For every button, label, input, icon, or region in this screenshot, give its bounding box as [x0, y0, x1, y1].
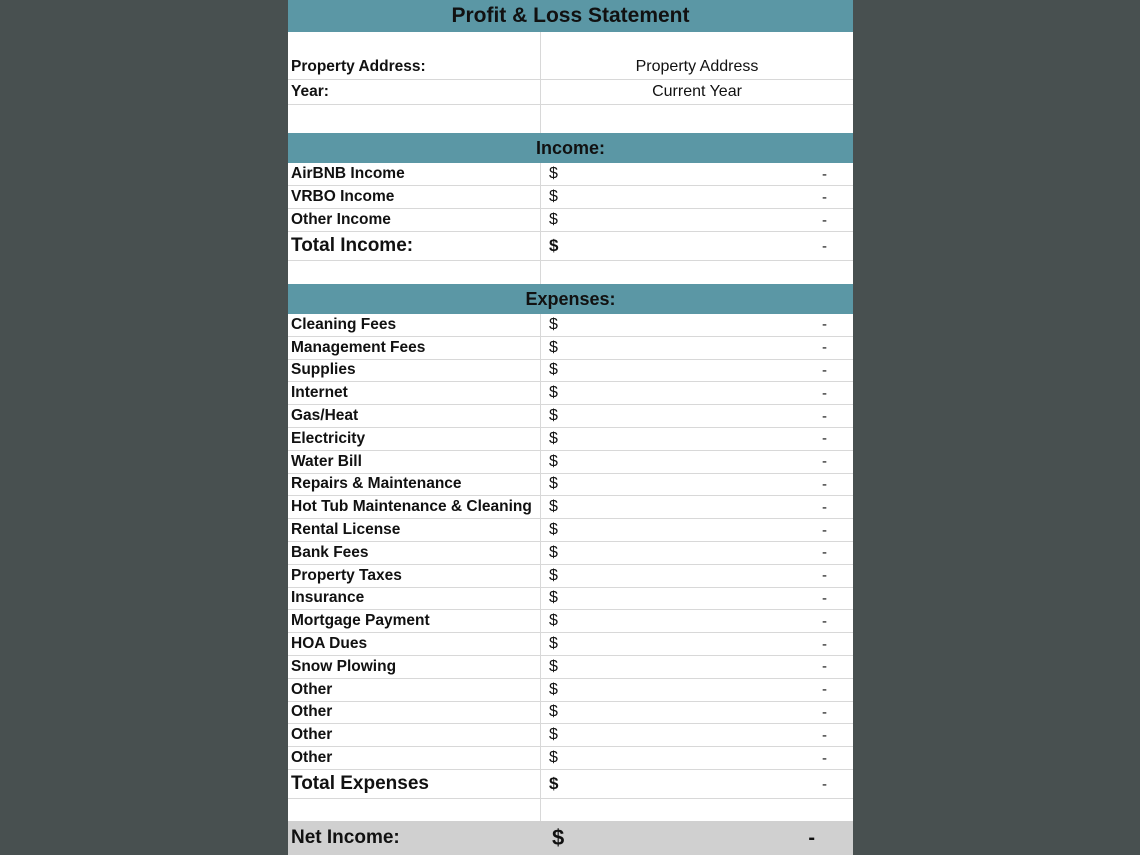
- expense-row: [288, 588, 853, 611]
- currency-symbol: $: [549, 657, 558, 675]
- expense-row-label: Mortgage Payment: [291, 612, 430, 630]
- year-value[interactable]: Current Year: [652, 83, 742, 100]
- currency-symbol: $: [549, 188, 558, 205]
- expense-row-amount[interactable]: -: [822, 726, 827, 744]
- expense-row: [288, 496, 853, 519]
- expense-row-amount[interactable]: -: [822, 681, 827, 699]
- expense-row: [288, 382, 853, 405]
- expense-row: [288, 610, 853, 633]
- address-row: [288, 55, 853, 80]
- total-income-row-amount[interactable]: -: [822, 237, 827, 255]
- income-row-amount[interactable]: -: [822, 188, 827, 206]
- currency-symbol: $: [549, 635, 558, 653]
- expense-row: [288, 405, 853, 428]
- total-income-row: [288, 232, 853, 261]
- net-income-label: Net Income:: [291, 827, 400, 848]
- expense-row-label: Supplies: [291, 361, 356, 379]
- income-row: [288, 186, 853, 209]
- address-value[interactable]: Property Address: [635, 58, 759, 75]
- pl-statement-sheet: [288, 0, 853, 855]
- expense-row-amount[interactable]: -: [822, 589, 827, 607]
- income-row-label: AirBNB Income: [291, 165, 405, 182]
- income-heading: Income:: [288, 133, 853, 163]
- expense-row-label: Hot Tub Maintenance & Cleaning: [291, 498, 532, 516]
- expense-row-label: Property Taxes: [291, 566, 402, 584]
- expense-row-label: Water Bill: [291, 452, 362, 470]
- currency-symbol: $: [549, 407, 558, 425]
- expense-row-label: Gas/Heat: [291, 407, 359, 425]
- expense-row-label: Internet: [291, 384, 348, 402]
- expense-row: [288, 747, 853, 770]
- net-income-row: [288, 821, 853, 855]
- currency-symbol: $: [549, 680, 558, 698]
- income-row-amount[interactable]: -: [822, 165, 827, 183]
- expense-row-label: Other: [291, 680, 333, 698]
- income-row-label: Other Income: [291, 211, 391, 228]
- expense-row: [288, 474, 853, 497]
- currency-symbol: $: [549, 589, 558, 607]
- currency-symbol: $: [549, 774, 559, 793]
- expense-row-amount[interactable]: -: [822, 339, 827, 357]
- expense-row: [288, 451, 853, 474]
- spacer-row: [288, 32, 853, 55]
- currency-symbol: $: [549, 452, 558, 470]
- expense-row-amount[interactable]: -: [822, 749, 827, 767]
- currency-symbol: $: [549, 498, 558, 516]
- currency-symbol: $: [549, 749, 558, 767]
- currency-symbol: $: [552, 825, 565, 850]
- expense-row: [288, 565, 853, 588]
- currency-symbol: $: [549, 361, 558, 379]
- expense-row-label: Other: [291, 703, 333, 721]
- expense-row-amount[interactable]: -: [822, 544, 827, 562]
- currency-symbol: $: [549, 236, 559, 255]
- expense-row: [288, 633, 853, 656]
- expense-row-amount[interactable]: -: [822, 407, 827, 425]
- expense-row-label: HOA Dues: [291, 635, 368, 653]
- income-row-label: VRBO Income: [291, 188, 395, 205]
- address-label: Property Address:: [291, 58, 426, 75]
- expense-row-amount[interactable]: -: [822, 361, 827, 379]
- currency-symbol: $: [549, 211, 558, 228]
- expense-row: [288, 542, 853, 565]
- income-row: [288, 209, 853, 232]
- total-expenses-row: [288, 770, 853, 799]
- expense-row-amount[interactable]: -: [822, 658, 827, 676]
- currency-symbol: $: [549, 165, 558, 182]
- expense-row-label: Management Fees: [291, 338, 426, 356]
- expense-row-amount[interactable]: -: [822, 703, 827, 721]
- expense-row-label: Snow Plowing: [291, 657, 397, 675]
- column-divider: [540, 314, 541, 821]
- expense-row-label: Repairs & Maintenance: [291, 475, 462, 493]
- currency-symbol: $: [549, 703, 558, 721]
- net-income-value[interactable]: -: [808, 826, 815, 849]
- income-row-amount[interactable]: -: [822, 211, 827, 229]
- expense-row-amount[interactable]: -: [822, 475, 827, 493]
- expense-row: [288, 428, 853, 451]
- expense-row-label: Electricity: [291, 429, 366, 447]
- income-row: [288, 163, 853, 186]
- currency-symbol: $: [549, 566, 558, 584]
- currency-symbol: $: [549, 521, 558, 539]
- expense-row-label: Other: [291, 726, 333, 744]
- expense-row: [288, 360, 853, 383]
- expense-row-amount[interactable]: -: [822, 612, 827, 630]
- currency-symbol: $: [549, 543, 558, 561]
- sheet-title: Profit & Loss Statement: [288, 0, 853, 32]
- expense-row-amount[interactable]: -: [822, 567, 827, 585]
- expense-row-label: Bank Fees: [291, 543, 369, 561]
- expense-row: [288, 314, 853, 337]
- expense-row-amount[interactable]: -: [822, 635, 827, 653]
- currency-symbol: $: [549, 384, 558, 402]
- expense-row-label: Insurance: [291, 589, 365, 607]
- currency-symbol: $: [549, 612, 558, 630]
- expense-row-label: Other: [291, 749, 333, 767]
- currency-symbol: $: [549, 429, 558, 447]
- expense-row-amount[interactable]: -: [822, 316, 827, 334]
- expense-row-label: Cleaning Fees: [291, 315, 397, 333]
- currency-symbol: $: [549, 475, 558, 493]
- expense-row-amount[interactable]: -: [822, 498, 827, 516]
- expense-row: [288, 724, 853, 747]
- total-expenses-row-amount[interactable]: -: [822, 775, 827, 793]
- expense-row-amount[interactable]: -: [822, 453, 827, 471]
- expense-row: [288, 702, 853, 725]
- expense-row-amount[interactable]: -: [822, 384, 827, 402]
- expense-row: [288, 337, 853, 360]
- currency-symbol: $: [549, 338, 558, 356]
- spacer-row: [288, 105, 853, 133]
- expense-row: [288, 656, 853, 679]
- currency-symbol: $: [549, 315, 558, 333]
- spacer-row: [288, 261, 853, 284]
- expense-row: [288, 519, 853, 542]
- expense-row-amount[interactable]: -: [822, 430, 827, 448]
- total-expenses-row-label: Total Expenses: [291, 773, 429, 794]
- expenses-heading: Expenses:: [288, 284, 853, 314]
- year-label: Year:: [291, 83, 329, 100]
- total-income-row-label: Total Income:: [291, 235, 414, 256]
- expense-row-label: Rental License: [291, 521, 401, 539]
- year-row: [288, 80, 853, 105]
- currency-symbol: $: [549, 726, 558, 744]
- expense-row-amount[interactable]: -: [822, 521, 827, 539]
- expense-row: [288, 679, 853, 702]
